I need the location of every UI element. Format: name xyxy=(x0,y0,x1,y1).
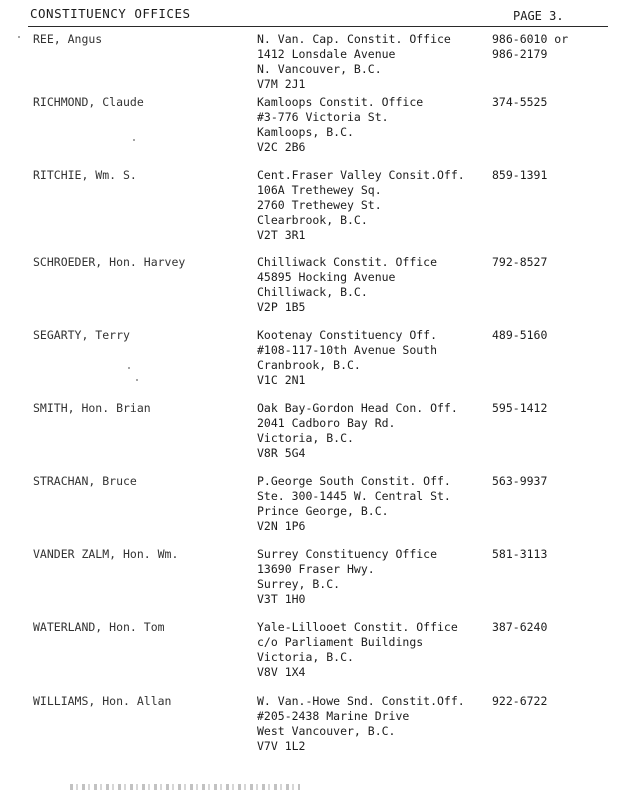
scan-speck xyxy=(136,379,138,381)
office-address xyxy=(257,694,465,754)
phone-line: 922-6722 xyxy=(492,694,548,708)
member-name: SMITH, Hon. Brian xyxy=(33,401,151,415)
address-line: Victoria, B.C. xyxy=(257,431,354,445)
member-name: REE, Angus xyxy=(33,32,103,46)
address-line: 13690 Fraser Hwy. xyxy=(257,562,375,576)
address-line: 1412 Lonsdale Avenue xyxy=(257,47,396,61)
page-title: CONSTITUENCY OFFICES xyxy=(30,6,191,21)
member-name: SCHROEDER, Hon. Harvey xyxy=(33,255,186,269)
phone-line: 489-5160 xyxy=(492,328,548,342)
address-line: V7M 2J1 xyxy=(257,77,306,91)
office-address xyxy=(257,401,458,461)
member-name: RITCHIE, Wm. S. xyxy=(33,168,137,182)
member-name: WATERLAND, Hon. Tom xyxy=(33,620,165,634)
address-line: Yale-Lillooet Constit. Office xyxy=(257,620,458,634)
member-name: RICHMOND, Claude xyxy=(33,95,144,109)
address-line: 45895 Hocking Avenue xyxy=(257,270,396,284)
address-line: Surrey Constituency Office xyxy=(257,547,438,561)
member-name: STRACHAN, Bruce xyxy=(33,474,137,488)
address-line: 106A Trethewey Sq. xyxy=(257,183,382,197)
address-line: West Vancouver, B.C. xyxy=(257,724,396,738)
address-line: Cranbrook, B.C. xyxy=(257,358,361,372)
office-address xyxy=(257,547,437,607)
address-line: 2041 Cadboro Bay Rd. xyxy=(257,416,396,430)
address-line: c/o Parliament Buildings xyxy=(257,635,424,649)
member-name: VANDER ZALM, Hon. Wm. xyxy=(33,547,179,561)
address-line: V2N 1P6 xyxy=(257,519,306,533)
address-line: V1C 2N1 xyxy=(257,373,306,387)
phone-number xyxy=(492,620,547,635)
phone-line: 387-6240 xyxy=(492,620,548,634)
address-line: #205-2438 Marine Drive xyxy=(257,709,410,723)
phone-line: 595-1412 xyxy=(492,401,548,415)
address-line: Surrey, B.C. xyxy=(257,577,341,591)
address-line: Chilliwack, B.C. xyxy=(257,285,368,299)
address-line: Kamloops Constit. Office xyxy=(257,95,424,109)
header-divider xyxy=(28,26,608,27)
address-line: V2P 1B5 xyxy=(257,300,306,314)
address-line: Kamloops, B.C. xyxy=(257,125,354,139)
office-address xyxy=(257,474,451,534)
phone-line: 986-2179 xyxy=(492,47,548,61)
phone-line: 374-5525 xyxy=(492,95,548,109)
address-line: #3-776 Victoria St. xyxy=(257,110,389,124)
scan-smudge xyxy=(70,784,300,790)
address-line: N. Van. Cap. Constit. Office xyxy=(257,32,451,46)
address-line: Prince George, B.C. xyxy=(257,504,389,518)
phone-line: 859-1391 xyxy=(492,168,548,182)
address-line: P.George South Constit. Off. xyxy=(257,474,451,488)
address-line: Victoria, B.C. xyxy=(257,650,354,664)
phone-number xyxy=(492,694,547,709)
address-line: 2760 Trethewey St. xyxy=(257,198,382,212)
page-number: PAGE 3. xyxy=(513,9,564,23)
address-line: V2T 3R1 xyxy=(257,228,306,242)
address-line: V8V 1X4 xyxy=(257,665,306,679)
phone-line: 563-9937 xyxy=(492,474,548,488)
phone-number xyxy=(492,32,568,62)
scan-speck xyxy=(18,36,20,38)
address-line: Oak Bay-Gordon Head Con. Off. xyxy=(257,401,458,415)
address-line: V7V 1L2 xyxy=(257,739,306,753)
address-line: Kootenay Constituency Off. xyxy=(257,328,438,342)
address-line: Clearbrook, B.C. xyxy=(257,213,368,227)
address-line: W. Van.-Howe Snd. Constit.Off. xyxy=(257,694,465,708)
member-name: WILLIAMS, Hon. Allan xyxy=(33,694,172,708)
phone-line: 792-8527 xyxy=(492,255,548,269)
office-address xyxy=(257,620,458,680)
address-line: N. Vancouver, B.C. xyxy=(257,62,382,76)
office-address xyxy=(257,328,437,388)
phone-number xyxy=(492,401,547,416)
office-address xyxy=(257,32,451,92)
phone-line: 581-3113 xyxy=(492,547,548,561)
address-line: V3T 1H0 xyxy=(257,592,306,606)
scan-speck xyxy=(133,139,135,141)
phone-number xyxy=(492,255,547,270)
phone-number xyxy=(492,328,547,343)
phone-number xyxy=(492,474,547,489)
phone-line: 986-6010 or xyxy=(492,32,569,46)
office-address xyxy=(257,95,423,155)
phone-number xyxy=(492,547,547,562)
office-address xyxy=(257,168,465,243)
address-line: Cent.Fraser Valley Consit.Off. xyxy=(257,168,465,182)
scan-speck xyxy=(128,367,130,369)
office-address xyxy=(257,255,437,315)
phone-number xyxy=(492,168,547,183)
phone-number xyxy=(492,95,547,110)
address-line: Chilliwack Constit. Office xyxy=(257,255,438,269)
address-line: V2C 2B6 xyxy=(257,140,306,154)
address-line: Ste. 300-1445 W. Central St. xyxy=(257,489,451,503)
member-name: SEGARTY, Terry xyxy=(33,328,130,342)
address-line: #108-117-10th Avenue South xyxy=(257,343,438,357)
address-line: V8R 5G4 xyxy=(257,446,306,460)
